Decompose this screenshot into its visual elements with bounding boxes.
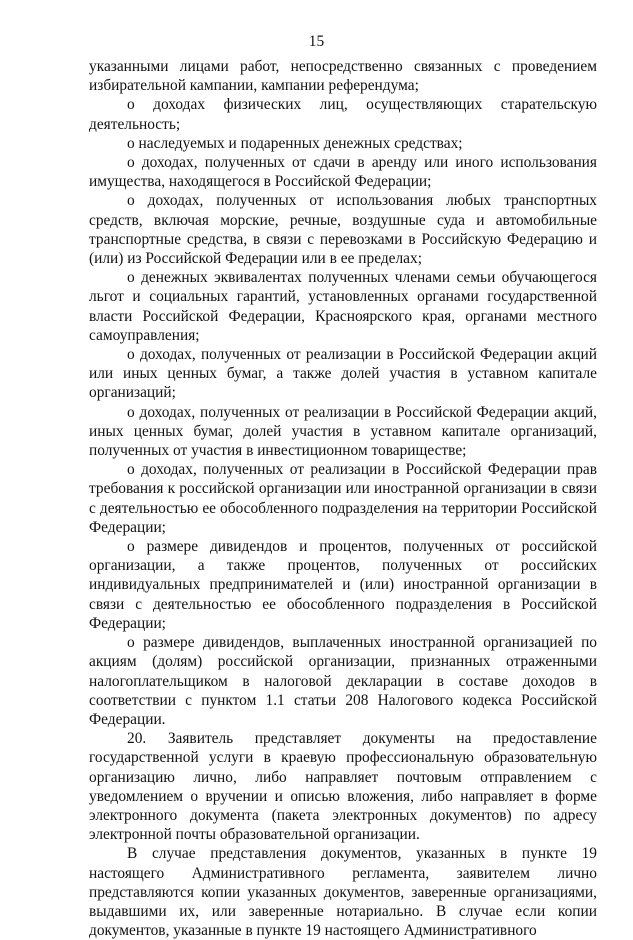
paragraph-continuation: указанными лицами работ, непосредственно связанных с проведением избирательной кампании, кампании референдума; — [89, 58, 597, 95]
paragraph: о размере дивидендов и процентов, полученных от российской организации, а также процентов, полученных от российских индивидуальных предпринимателей и (или) иностранной организации в связи с деятельностью ее обособленного подразделения в Российской Федерации; — [89, 538, 597, 632]
paragraph: В случае представления документов, указанных в пункте 19 настоящего Административного регламента, заявителем лично представляются копии указанных документов, заверенные организациями, выдавшими их, или заверенные нотариально. В случае если копии документов, указанные в пункте 19 настоящего Административного — [89, 845, 597, 940]
paragraph: о доходах, полученных от реализации в Российской Федерации акций, иных ценных бумаг, долей участия в уставном капитале организаций, полученных от участия в инвестиционном товариществе; — [89, 403, 597, 460]
paragraph: о наследуемых и подаренных денежных средствах; — [127, 134, 463, 152]
paragraph: о доходах, полученных от реализации в Российской Федерации акций или иных ценных бумаг, а также долей участия в уставном капитале организаций; — [89, 346, 597, 402]
paragraph: о доходах, полученных от использования любых транспортных средств, включая морские, речные, воздушные суда и автомобильные транспортные средства, в связи с перевозками в Российскую Федерацию и (или) из Российской Федерации или в ее пределах; — [89, 192, 597, 268]
paragraph: о доходах, полученных от сдачи в аренду или иного использования имущества, находящегося в Российской Федерации; — [89, 154, 597, 191]
paragraph: о денежных эквивалентах полученных членами семьи обучающегося льгот и социальных гарантий, установленных органами государственной власти Российской Федерации, Красноярского края, органами местного самоуправления; — [89, 269, 597, 344]
document-body — [89, 57, 597, 940]
paragraph-clause-20: 20. Заявитель представляет документы на предоставление государственной услуги в краевую профессиональную образовательную организацию лично, либо направляет почтовым отправлением с уведомлением о вручении и описью вложения, либо направляет в форме электронного документа (пакета электронных документов) по адресу электронной почты образовательной организации. — [89, 730, 597, 844]
paragraph: о доходах, полученных от реализации в Российской Федерации прав требования к российской организации или иностранной организации в связи с деятельностью ее обособленного подразделения на территории Российской Федерации; — [89, 461, 597, 536]
paragraph: о доходах физических лиц, осуществляющих старательскую деятельность; — [89, 96, 597, 133]
paragraph: о размере дивидендов, выплаченных иностранной организацией по акциям (долям) российской организации, признанных отраженными налогоплательщиком в налоговой декларации в составе доходов в соответствии с пунктом 1.1 статьи 208 Налогового кодекса Российской Федерации. — [89, 634, 597, 728]
page-number: 15 — [308, 33, 325, 50]
